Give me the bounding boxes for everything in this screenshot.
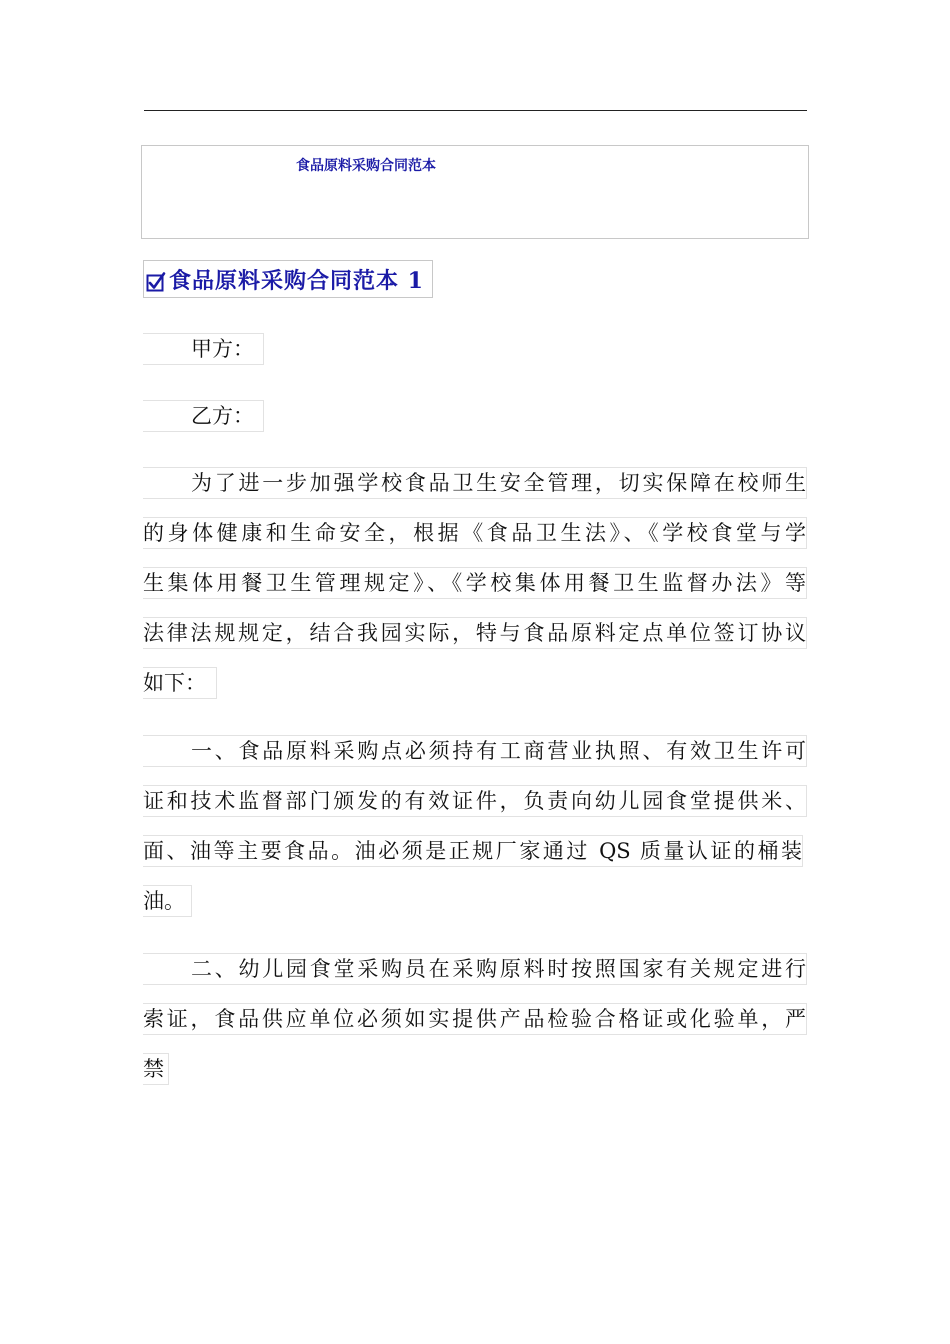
checkbox-checked-icon [146, 272, 166, 292]
paragraph-line: 禁 [143, 1053, 169, 1085]
paragraph-line: 证和技术监督部门颁发的有效证件，负责向幼儿园食堂提供米、 [143, 785, 807, 817]
paragraph-line: 如下： [143, 667, 217, 699]
header-rule [144, 110, 807, 111]
paragraph-line: 油。 [143, 885, 192, 917]
toc-link[interactable]: 食品原料采购合同范本 [296, 158, 436, 174]
party-b-label: 乙方： [143, 400, 264, 432]
heading-title: 食品原料采购合同范本 1 [169, 267, 424, 294]
section-heading [143, 260, 433, 298]
paragraph-line: 二、幼儿园食堂采购员在采购原料时按照国家有关规定进行 [143, 953, 807, 985]
toc-box [141, 145, 809, 239]
paragraph-line: 法律法规规定，结合我园实际，特与食品原料定点单位签订协议 [143, 617, 807, 649]
paragraph-line: 为了进一步加强学校食品卫生安全管理，切实保障在校师生 [143, 467, 807, 499]
paragraph-line: 索证，食品供应单位必须如实提供产品检验合格证或化验单，严 [143, 1003, 807, 1035]
paragraph-line: 的身体健康和生命安全，根据《食品卫生法》、《学校食堂与学 [143, 517, 807, 549]
party-a-label: 甲方： [143, 333, 264, 365]
paragraph-line: 生集体用餐卫生管理规定》、《学校集体用餐卫生监督办法》等 [143, 567, 807, 599]
paragraph-line: 面、油等主要食品。油必须是正规厂家通过 QS 质量认证的桶装 [143, 835, 803, 867]
paragraph-line: 一、食品原料采购点必须持有工商营业执照、有效卫生许可 [143, 735, 807, 767]
